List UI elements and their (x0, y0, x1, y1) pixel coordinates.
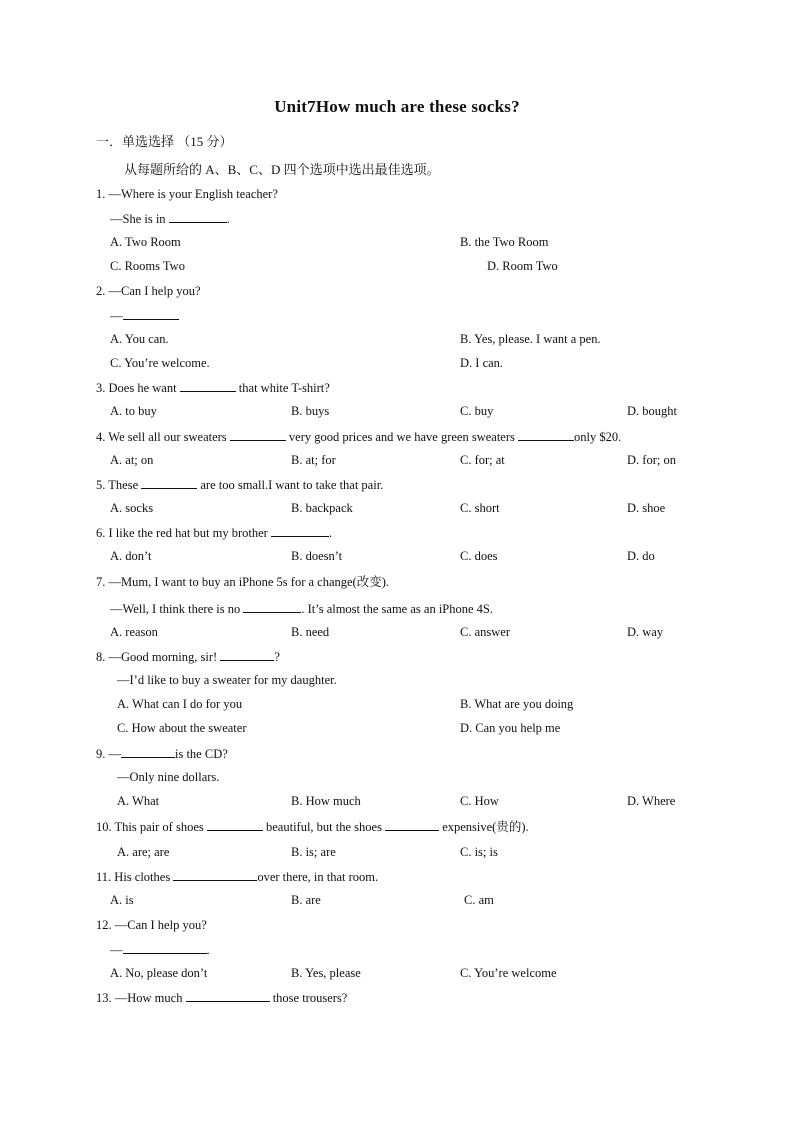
option-c[interactable]: C. You’re welcome. (110, 356, 210, 370)
question-9-reply: —Only nine dollars. (117, 770, 220, 784)
option-c[interactable]: C. for; at (460, 453, 505, 467)
option-b[interactable]: B. backpack (291, 501, 353, 515)
question-1-reply: —She is in . (110, 212, 230, 226)
question-12-stem: 12. —Can I help you? (96, 918, 207, 932)
option-c[interactable]: C. buy (460, 404, 494, 418)
question-9-stem: 9. — is the CD? (96, 747, 228, 761)
option-d[interactable]: D. do (627, 549, 655, 563)
option-c[interactable]: C. does (460, 549, 498, 563)
option-a[interactable]: A. What (117, 794, 160, 808)
page-title: Unit7How much are these socks? (274, 97, 520, 116)
question-12-reply: — . (110, 943, 210, 957)
answer-blank[interactable] (169, 210, 227, 223)
option-b[interactable]: B. is; are (291, 845, 336, 859)
option-a[interactable]: A. What can I do for you (117, 697, 243, 711)
option-a[interactable]: A. Two Room (110, 235, 181, 249)
section-instruction: 从每题所给的 A、B、C、D 四个选项中选出最佳选项。 (124, 162, 440, 177)
option-c[interactable]: C. am (464, 893, 494, 907)
option-a[interactable]: A. are; are (117, 845, 170, 859)
answer-blank[interactable] (271, 524, 329, 537)
option-c[interactable]: C. How (460, 794, 499, 808)
option-a[interactable]: A. reason (110, 625, 158, 639)
option-b[interactable]: B. need (291, 625, 330, 639)
answer-blank[interactable] (121, 745, 175, 758)
question-4-stem: 4. We sell all our sweaters very good prices and we have green sweaters only $20. (96, 430, 622, 444)
question-10-stem: 10. This pair of shoes beautiful, but the shoes expensive(贵的). (96, 820, 529, 834)
answer-blank[interactable] (220, 648, 274, 661)
option-c[interactable]: C. You’re welcome (460, 966, 557, 980)
answer-blank[interactable] (141, 476, 197, 489)
question-2-stem: 2. —Can I help you? (96, 284, 201, 298)
option-b[interactable]: B. are (291, 893, 321, 907)
section-heading: 一．单选选择 （15 分） (96, 134, 233, 149)
question-8-reply: —I’d like to buy a sweater for my daughter. (117, 673, 337, 687)
option-a[interactable]: A. don’t (110, 549, 152, 563)
option-d[interactable]: D. Can you help me (460, 721, 561, 735)
answer-blank[interactable] (230, 428, 286, 441)
option-a[interactable]: A. No, please don’t (110, 966, 208, 980)
answer-blank[interactable] (186, 989, 270, 1002)
option-a[interactable]: A. socks (110, 501, 154, 515)
question-5-stem: 5. These are too small.I want to take that pair. (96, 478, 384, 492)
option-d[interactable]: D. bought (627, 404, 677, 418)
question-13-stem: 13. —How much those trousers? (96, 991, 348, 1005)
option-b[interactable]: B. How much (291, 794, 361, 808)
question-11-stem: 11. His clothes over there, in that room. (96, 870, 379, 884)
option-b[interactable]: B. at; for (291, 453, 336, 467)
option-c[interactable]: C. answer (460, 625, 510, 639)
option-c[interactable]: C. short (460, 501, 500, 515)
option-d[interactable]: D. for; on (627, 453, 676, 467)
option-d[interactable]: D. shoe (627, 501, 666, 515)
option-b[interactable]: B. buys (291, 404, 330, 418)
option-c[interactable]: C. How about the sweater (117, 721, 247, 735)
option-a[interactable]: A. is (110, 893, 134, 907)
question-7-stem: 7. —Mum, I want to buy an iPhone 5s for a change(改变). (96, 575, 389, 589)
question-3-stem: 3. Does he want that white T-shirt? (96, 381, 330, 395)
option-b[interactable]: B. What are you doing (460, 697, 574, 711)
option-d[interactable]: D. way (627, 625, 664, 639)
question-1-stem: 1. —Where is your English teacher? (96, 187, 278, 201)
option-b[interactable]: B. Yes, please (291, 966, 361, 980)
option-a[interactable]: A. to buy (110, 404, 157, 418)
option-a[interactable]: A. You can. (110, 332, 169, 346)
option-a[interactable]: A. at; on (110, 453, 154, 467)
option-d[interactable]: D. Where (627, 794, 676, 808)
answer-blank[interactable] (173, 868, 257, 881)
answer-blank[interactable] (123, 307, 179, 320)
answer-blank[interactable] (123, 941, 207, 954)
option-b[interactable]: B. the Two Room (460, 235, 549, 249)
question-6-stem: 6. I like the red hat but my brother . (96, 526, 333, 540)
option-c[interactable]: C. Rooms Two (110, 259, 185, 273)
option-d[interactable]: D. I can. (460, 356, 504, 370)
question-7-reply: —Well, I think there is no . It’s almost the same as an iPhone 4S. (110, 602, 493, 616)
option-b[interactable]: B. Yes, please. I want a pen. (460, 332, 601, 346)
answer-blank[interactable] (518, 428, 574, 441)
question-8-stem: 8. —Good morning, sir! ? (96, 650, 280, 664)
answer-blank[interactable] (207, 818, 263, 831)
option-b[interactable]: B. doesn’t (291, 549, 343, 563)
answer-blank[interactable] (243, 600, 301, 613)
answer-blank[interactable] (180, 379, 236, 392)
question-2-reply: — (110, 307, 179, 324)
option-c[interactable]: C. is; is (460, 845, 498, 859)
answer-blank[interactable] (385, 818, 439, 831)
option-d[interactable]: D. Room Two (487, 259, 558, 273)
